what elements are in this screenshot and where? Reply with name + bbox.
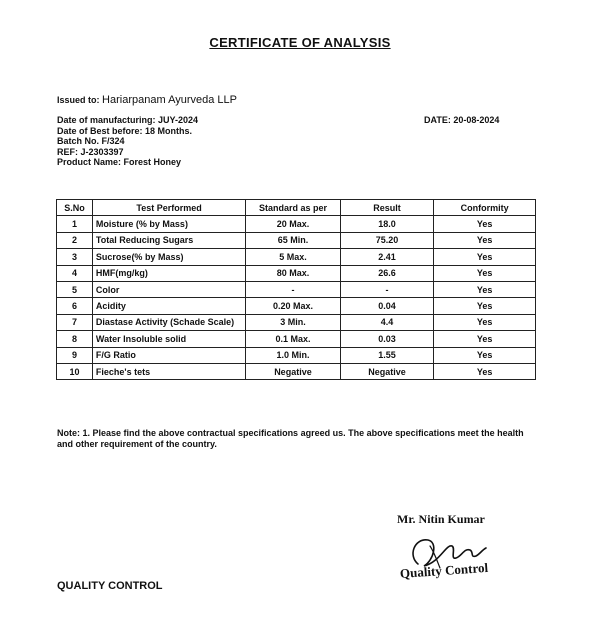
test-performed-cell: Water Insoluble solid — [92, 331, 245, 347]
standard-cell: 65 Min. — [246, 232, 341, 248]
result-cell: 0.03 — [340, 331, 434, 347]
serial-number-cell: 4 — [57, 265, 93, 281]
conformity-cell: Yes — [434, 216, 536, 232]
table-header-row — [57, 200, 536, 216]
result-cell: 4.4 — [340, 314, 434, 330]
test-performed-cell: Acidity — [92, 298, 245, 314]
issued-to — [57, 94, 237, 106]
standard-cell: 0.20 Max. — [246, 298, 341, 314]
reference-number: REF: J-2303397 — [57, 146, 124, 157]
standard-cell: Negative — [246, 363, 341, 379]
test-performed-cell: Color — [92, 281, 245, 297]
table-row — [57, 281, 536, 297]
standard-cell: 5 Max. — [246, 249, 341, 265]
analysis-table — [56, 199, 536, 380]
issued-to-label: Issued to: — [57, 95, 100, 105]
standard-cell: 80 Max. — [246, 265, 341, 281]
best-before: Date of Best before: 18 Months. — [57, 125, 193, 136]
serial-number-cell: 3 — [57, 249, 93, 265]
table-row — [57, 249, 536, 265]
table-row — [57, 265, 536, 281]
column-header: Standard as per — [246, 200, 341, 216]
manufacturing-date: Date of manufacturing: JUY-2024 — [57, 115, 199, 125]
table-row — [57, 363, 536, 379]
signatory-name: Mr. Nitin Kumar — [397, 512, 485, 526]
result-cell: 2.41 — [340, 249, 434, 265]
conformity-cell: Yes — [434, 298, 536, 314]
test-performed-cell: Fieche's tets — [92, 363, 245, 379]
serial-number-cell: 10 — [57, 363, 93, 379]
conformity-cell: Yes — [434, 281, 536, 297]
table-row — [57, 216, 536, 232]
standard-cell: 20 Max. — [246, 216, 341, 232]
conformity-cell: Yes — [434, 232, 536, 248]
note-text: Note: 1. Please find the above contractual specifications agreed us. The above specifications meet the health and other requirement of the country. — [57, 428, 524, 449]
certificate-date: DATE: 20-08-2024 — [424, 115, 500, 125]
table-row — [57, 347, 536, 363]
result-cell: 0.04 — [340, 298, 434, 314]
result-cell: 26.6 — [340, 265, 434, 281]
serial-number-cell: 8 — [57, 331, 93, 347]
conformity-cell: Yes — [434, 249, 536, 265]
standard-cell: 0.1 Max. — [246, 331, 341, 347]
column-header: Test Performed — [92, 200, 245, 216]
test-performed-cell: Total Reducing Sugars — [92, 232, 245, 248]
standard-cell: - — [246, 281, 341, 297]
result-cell: 1.55 — [340, 347, 434, 363]
result-cell: - — [340, 281, 434, 297]
serial-number-cell: 7 — [57, 314, 93, 330]
conformity-cell: Yes — [434, 347, 536, 363]
product-details — [57, 115, 198, 168]
serial-number-cell: 1 — [57, 216, 93, 232]
serial-number-cell: 2 — [57, 232, 93, 248]
column-header: S.No — [57, 200, 93, 216]
column-header: Result — [340, 200, 434, 216]
batch-number: Batch No. F/324 — [57, 136, 125, 146]
conformity-cell: Yes — [434, 314, 536, 330]
result-cell: Negative — [340, 363, 434, 379]
standard-cell: 3 Min. — [246, 314, 341, 330]
document-title: CERTIFICATE OF ANALYSIS — [209, 35, 391, 50]
table-row — [57, 232, 536, 248]
issued-to-value: Hariarpanam Ayurveda LLP — [102, 94, 237, 106]
table-row — [57, 331, 536, 347]
signatory-role: Quality Control — [399, 559, 489, 581]
serial-number-cell: 9 — [57, 347, 93, 363]
product-name: Product Name: Forest Honey — [57, 157, 182, 167]
result-cell: 18.0 — [340, 216, 434, 232]
table-row — [57, 314, 536, 330]
test-performed-cell: HMF(mg/kg) — [92, 265, 245, 281]
conformity-cell: Yes — [434, 331, 536, 347]
quality-control-label: QUALITY CONTROL — [57, 580, 163, 592]
test-performed-cell: Moisture (% by Mass) — [92, 216, 245, 232]
column-header: Conformity — [434, 200, 536, 216]
table-row — [57, 298, 536, 314]
test-performed-cell: F/G Ratio — [92, 347, 245, 363]
conformity-cell: Yes — [434, 363, 536, 379]
conformity-cell: Yes — [434, 265, 536, 281]
standard-cell: 1.0 Min. — [246, 347, 341, 363]
test-performed-cell: Sucrose(% by Mass) — [92, 249, 245, 265]
test-performed-cell: Diastase Activity (Schade Scale) — [92, 314, 245, 330]
serial-number-cell: 5 — [57, 281, 93, 297]
serial-number-cell: 6 — [57, 298, 93, 314]
result-cell: 75.20 — [340, 232, 434, 248]
